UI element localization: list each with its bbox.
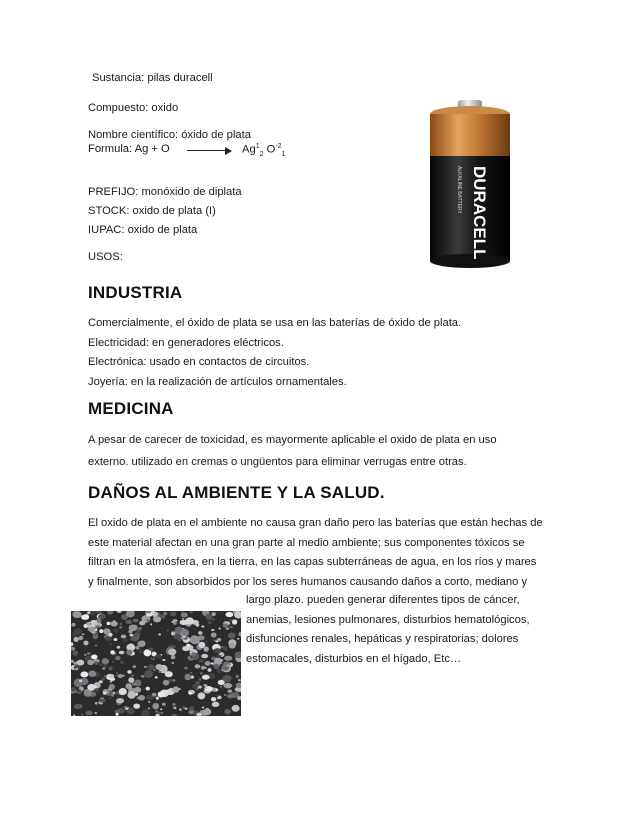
compuesto-text: Compuesto: oxido <box>88 102 179 114</box>
usos-text: USOS: <box>88 251 123 263</box>
industria-paragraph: Comercialmente, el óxido de plata se usa en las baterías de óxido de plata. Electricidad: en generadores eléctricos. Electrónica: usado en contactos de circuitos. Joyería: en la realización de artículos ornamentales. <box>88 317 462 388</box>
sustancia-text: Sustancia: pilas duracell <box>92 72 213 84</box>
battery-sub: ALKALINE BATTERY <box>456 166 462 214</box>
danos-paragraph-right: largo plazo. pueden generar diferentes tipos de cáncer, anemias, lesiones pulmonares, disturbios hematológicos, disfunciones renales, hepáticas y respiratorias; dolores estomacales, disturbios en el hígado, Etc… <box>246 594 530 665</box>
medicina-heading: MEDICINA <box>88 399 174 418</box>
silver-oxide-granules-image <box>71 611 241 716</box>
danos-paragraph: El oxido de plata en el ambiente no causa gran daño pero las baterías que están hechas de este material afectan en una gran parte al medio ambiente; sus componentes tóxicos se filtran en la atmósfera, en la tierra, en las capas subterráneas de agua, en los ríos y mares y finalmente, son absorbidos por los seres humanos causando daños a corto, mediano y <box>88 517 543 588</box>
duracell-battery-image <box>426 96 526 271</box>
battery-brand: DURACELL <box>470 166 489 260</box>
danos-heading: DAÑOS AL AMBIENTE Y LA SALUD. <box>88 483 385 502</box>
nombre-cientifico-text: Nombre científico: óxido de plata <box>88 129 251 141</box>
medicina-paragraph: A pesar de carecer de toxicidad, es mayormente aplicable el oxido de plata en uso externo. utilizado en cremas o ungüentos para eliminar verrugas entre otras. <box>88 434 497 468</box>
reaction-arrow-icon <box>187 150 231 151</box>
formula-line <box>88 143 170 155</box>
formula-product: $Ag^1_2$ $O^{-2}_1$ <box>242 143 286 158</box>
stock-text: STOCK: oxido de plata (I) <box>88 205 216 217</box>
iupac-text: IUPAC: oxido de plata <box>88 224 198 236</box>
prefijo-text: PREFIJO: monóxido de diplata <box>88 186 242 198</box>
formula-left: Formula: Ag + O <box>88 143 170 155</box>
industria-heading: INDUSTRIA <box>88 283 183 302</box>
